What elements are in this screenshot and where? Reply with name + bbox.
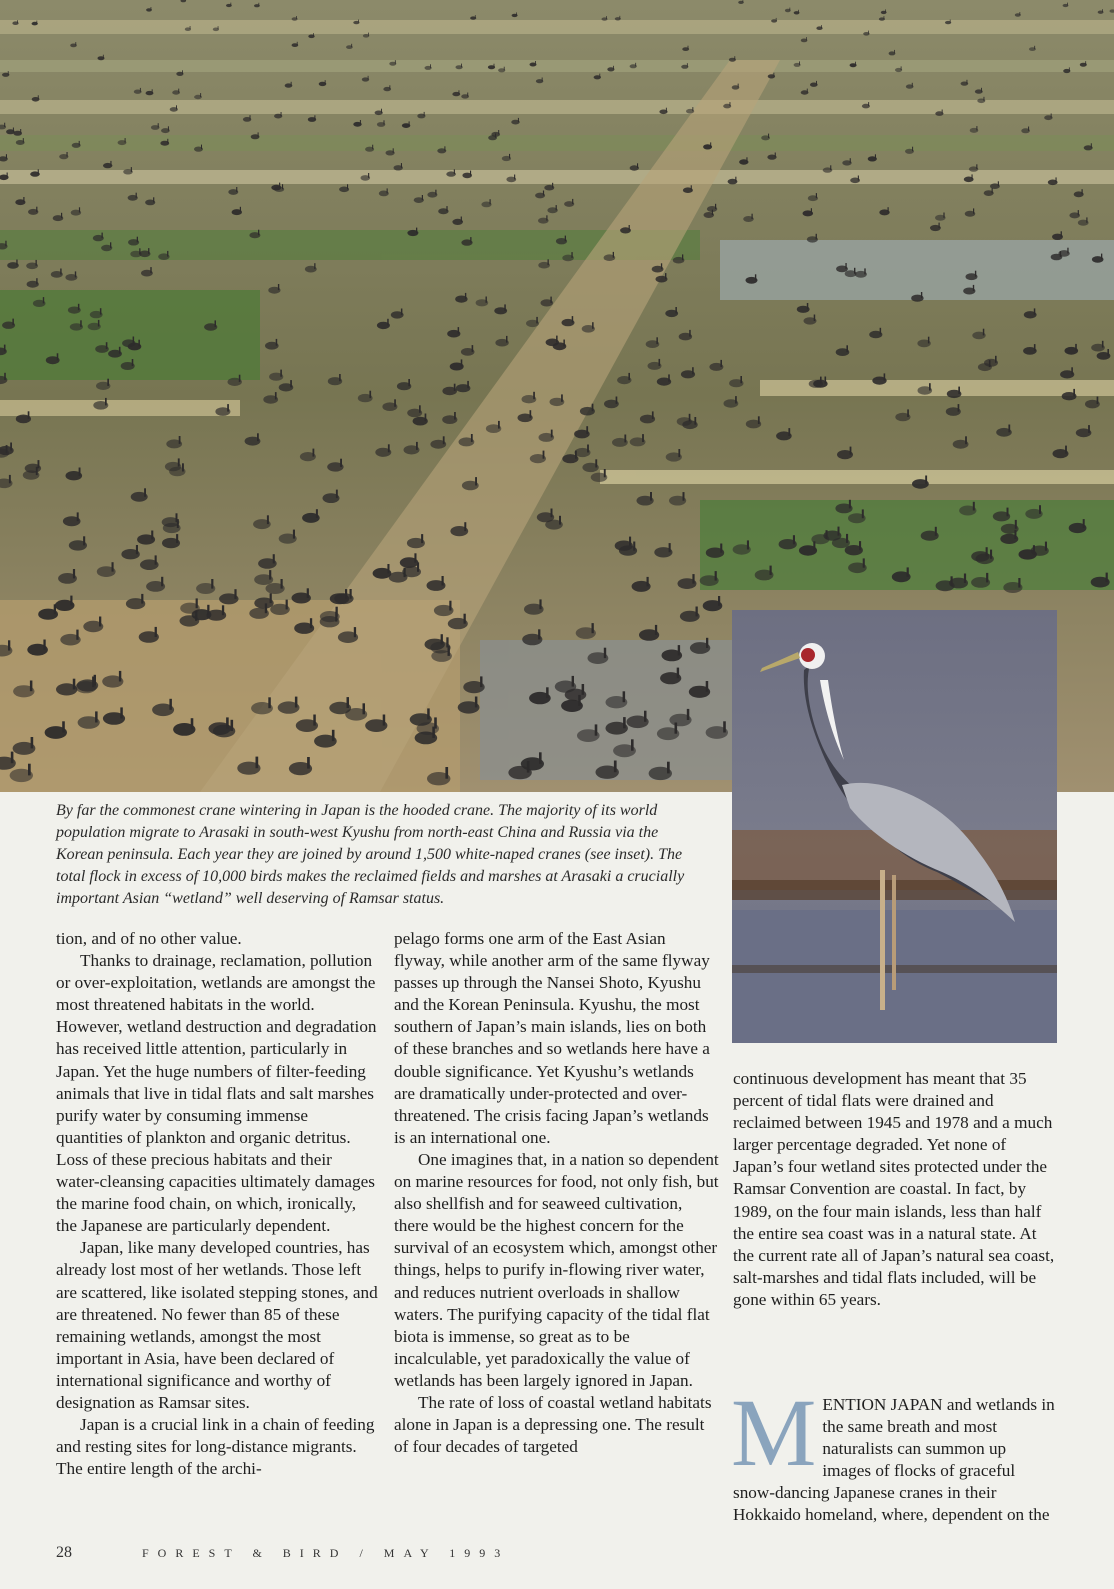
paragraph: The rate of loss of coastal wetland habitats alone in Japan is a depressing one. The result of four decades of targeted <box>394 1392 712 1457</box>
page-footer <box>56 1544 756 1568</box>
paragraph: Japan is a crucial link in a chain of feeding and resting sites for long-distance migrants. The entire length of the archi- <box>56 1415 375 1479</box>
photo-caption: By far the commonest crane wintering in Japan is the hooded crane. The majority of its world population migrate to Arasaki in south-west Kyushu from north-east China and Russia via the Korean peninsula. Each year they are joined by around 1,500 white-naped cranes (see inset). The total flock in excess of 10,000 birds makes the reclaimed fields and marshes at Arasaki a crucially important Asian “wetland” well deserving of Ramsar status. <box>56 802 685 907</box>
column-2 <box>394 928 719 1458</box>
paragraph: pelago forms one arm of the East Asian flyway, while another arm of the same flyway passes up through the Nansei Shoto, Kyushu and the Korean Peninsula. Kyushu, the most southern of Japan’s main islands, lies on both of these branches and so wetlands here have a double significance. Yet Kyushu’s wetlands are dramatically under-protected and over-threatened. The crisis facing Japan’s wetlands is an international one. <box>394 929 710 1147</box>
column-1 <box>56 928 378 1480</box>
paragraph: continuous development has meant that 35 percent of tidal flats were drained and reclaimed between 1945 and 1978 and a much larger percentage degraded. Yet none of Japan’s four wetland sites protected under the Ramsar Convention are coastal. In fact, by 1989, on the four main islands, less than half the entire sea coast was in a natural state. At the current rate all of Japan’s natural sea coast, salt-marshes and tidal flats included, will be gone within 65 years. <box>733 1069 1055 1309</box>
paragraph: One imagines that, in a nation so dependent on marine resources for food, not only fish, but also shellfish and for seaweed cultivation, there would be the highest concern for the survival of an ecosystem which, amongst other things, helps to purify in-flowing river water, and reduces nutrient overloads in shallow waters. The purifying capacity of the tidal flat biota is immense, so great as to be incalculable, yet paradoxically the value of wetlands has been largely ignored in Japan. <box>394 1149 719 1390</box>
paragraph: tion, and of no other value. <box>56 929 242 948</box>
drop-cap: M <box>731 1379 817 1486</box>
paragraph: Thanks to drainage, reclamation, pollution or over-exploitation, wetlands are amongst the most threatened habitats in the world. However, wetland destruction and degradation has received little attention, particularly in Japan. Yet the huge numbers of filter-feeding animals that live in tidal flats and salt marshes purify water by consuming immense quantities of plankton and organic detritus. Loss of these precious habitats and their water-cleansing capacities ultimately damages the marine food chain, on which, ironically, the Japanese are particularly dependent. <box>56 951 377 1236</box>
paragraph: Japan, like many developed countries, has already lost most of her wetlands. Those left are scattered, like isolated stepping stones, and are threatened. No fewer than 85 of these remaining wetlands, amongst the most important in Asia, have been declared of international significance and worthy of designation as Ramsar sites. <box>56 1238 378 1412</box>
page-number: 28 <box>56 1544 72 1561</box>
white-naped-crane-inset-photo <box>732 610 1057 1043</box>
running-title: FOREST & BIRD / MAY 1993 <box>142 1546 510 1560</box>
column-3 <box>733 1068 1057 1311</box>
section-opening-text: ENTION JAPAN and wetlands in the same breath and most naturalists can summon up images of flocks of graceful snow-dancing Japanese cranes in their Hokkaido homeland, where, dependent on the <box>733 1395 1055 1525</box>
section-opening <box>731 1379 1057 1527</box>
